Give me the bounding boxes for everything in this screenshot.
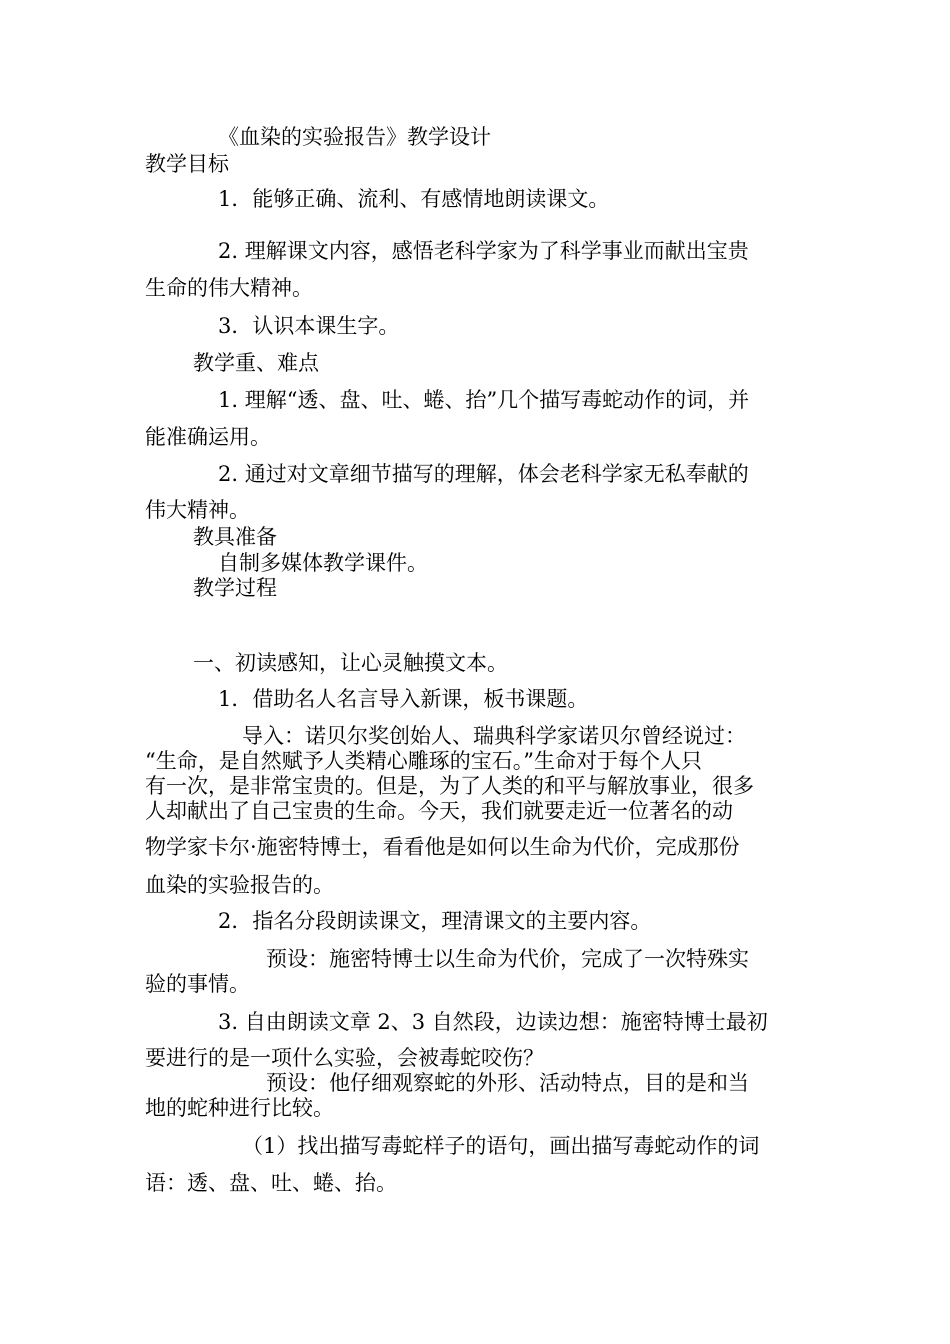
text-line: 血染的实验报告的。 [145, 873, 334, 897]
text-line: 能准确运用。 [145, 425, 271, 449]
section-heading: 一、初读感知，让心灵触摸文本。 [193, 651, 508, 675]
text-line: 1. 理解“透、盘、吐、蜷、抬”几个描写毒蛇动作的词，并 [218, 388, 750, 412]
text-line: 预设：他仔细观察蛇的外形、活动特点，目的是和当 [266, 1071, 749, 1095]
text-line: 预设：施密特博士以生命为代价，完成了一次特殊实 [266, 947, 749, 971]
text-line: 语：透、盘、吐、蜷、抬。 [145, 1171, 397, 1195]
document-title: 《血染的实验报告》教学设计 [218, 125, 491, 149]
text-line: 物学家卡尔·施密特博士，看看他是如何以生命为代价，完成那份 [145, 835, 740, 859]
section-heading: 教学过程 [193, 576, 277, 600]
text-line: 自制多媒体教学课件。 [218, 551, 428, 575]
text-line: 验的事情。 [145, 972, 250, 996]
text-line: （1）找出描写毒蛇样子的语句，画出描写毒蛇动作的词 [242, 1134, 760, 1158]
text-line: 有一次，是非常宝贵的。但是，为了人类的和平与解放事业，很多 [145, 774, 754, 798]
text-line: 生命的伟大精神。 [145, 276, 313, 300]
text-line: 要进行的是一项什么实验，会被毒蛇咬伤？ [145, 1046, 544, 1070]
text-line: 2. 通过对文章细节描写的理解，体会老科学家无私奉献的 [218, 462, 749, 486]
text-line: 3．认识本课生字。 [218, 314, 400, 338]
section-heading: 教学目标 [145, 152, 229, 176]
text-line: 1．借助名人名言导入新课，板书课题。 [218, 687, 589, 711]
text-line: 地的蛇种进行比较。 [145, 1096, 334, 1120]
text-line: 2. 理解课文内容，感悟老科学家为了科学事业而献出宝贵 [218, 239, 749, 263]
text-line: “生命，是自然赋予人类精心雕琢的宝石。”生命对于每个人只 [145, 749, 702, 773]
text-line: 人却献出了自己宝贵的生命。今天，我们就要走近一位著名的动 [145, 799, 733, 823]
text-line: 2．指名分段朗读课文，理清课文的主要内容。 [218, 909, 652, 933]
section-heading: 教具准备 [193, 525, 277, 549]
text-line: 伟大精神。 [145, 498, 250, 522]
text-line: 3. 自由朗读文章 2、3 自然段，边读边想：施密特博士最初 [218, 1010, 768, 1034]
section-heading: 教学重、难点 [193, 351, 319, 375]
text-line: 导入：诺贝尔奖创始人、瑞典科学家诺贝尔曾经说过： [242, 724, 746, 748]
text-line: 1．能够正确、流利、有感情地朗读课文。 [218, 187, 610, 211]
